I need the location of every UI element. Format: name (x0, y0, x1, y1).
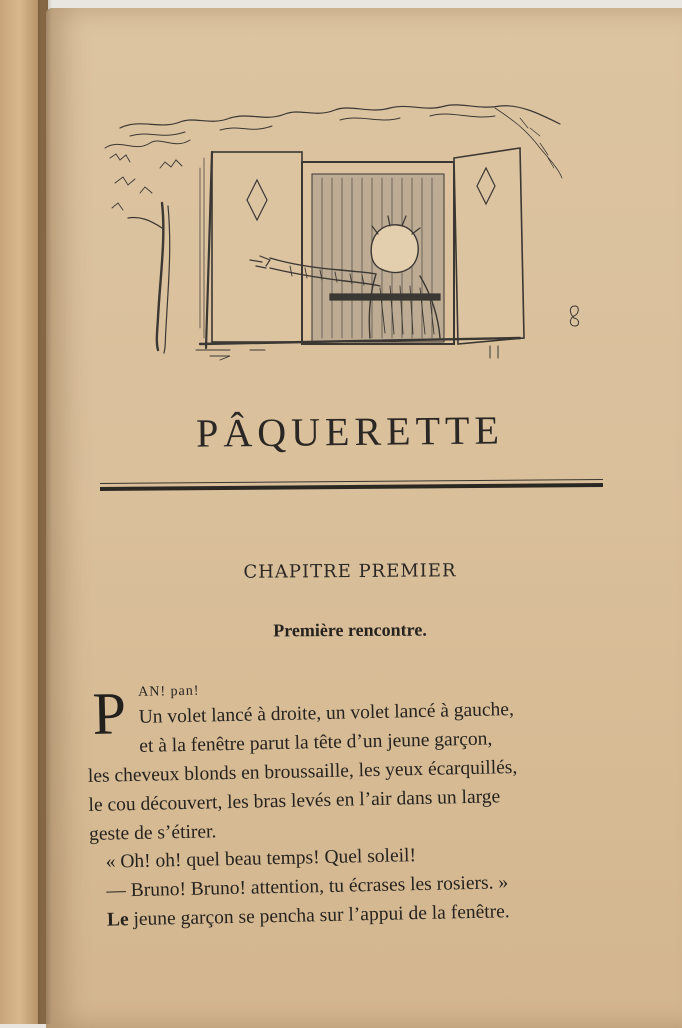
text-line: Un volet lancé à droite, un volet lancé à gauche, (138, 699, 515, 728)
text-line: geste de s’étirer. (88, 821, 217, 845)
chapter-heading: CHAPITRE PREMIER (243, 560, 457, 583)
text-line: les cheveux blonds en broussaille, les yeux écarquillés, (87, 756, 518, 787)
text-line: AN! pan! (138, 683, 200, 700)
text-line: — Bruno! Bruno! attention, tu écrases les rosiers. » (106, 872, 509, 902)
page-gutter-shadow (38, 0, 52, 1024)
text-line-rest: jeune garçon se pencha sur l’appui de la fenêtre. (128, 901, 510, 931)
chapter-subtitle: Première rencontre. (273, 619, 427, 641)
book-title: PÂQUERETTE (195, 407, 505, 456)
drop-cap: P (91, 680, 127, 747)
rule-thick-line (100, 483, 603, 491)
boy-at-window-illustration (100, 88, 580, 378)
text-line: le cou découvert, les bras levés en l’air dans un large (88, 786, 501, 816)
text-line: et à la fenêtre parut la tête d’un jeune garçon, (139, 728, 493, 757)
text-lead-word: Le (106, 909, 129, 931)
text-line: « Oh! oh! quel beau temps! Quel soleil! (105, 845, 417, 873)
